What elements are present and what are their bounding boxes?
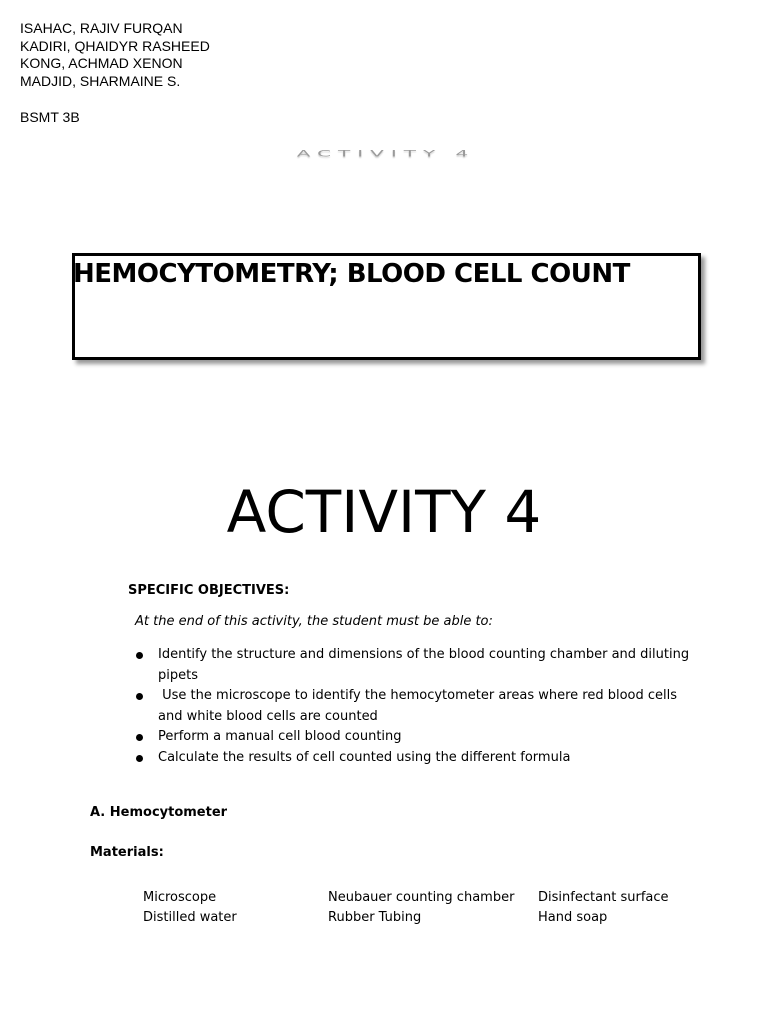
bullet-icon: [136, 652, 143, 659]
wordart-heading: ACTIVITY 4: [296, 148, 476, 159]
material-item: Disinfectant surface: [538, 890, 669, 905]
material-item: Rubber Tubing: [328, 910, 422, 925]
material-item: Hand soap: [538, 910, 608, 925]
bullet-icon: [136, 734, 143, 741]
list-item: [132, 748, 692, 769]
author-name: KADIRI, QHAIDYR RASHEED: [20, 37, 210, 54]
objective-text: Use the microscope to identify the hemocytometer areas where red blood cells and white blood cells are counted: [158, 688, 682, 724]
author-name: ISAHAC, RAJIV FURQAN: [20, 20, 183, 36]
author-list: [20, 20, 210, 90]
title-box: [72, 253, 701, 360]
objective-text: Identify the structure and dimensions of the blood counting chamber and diluting pipets: [158, 647, 690, 683]
list-item: [132, 645, 692, 686]
objectives-list: [132, 645, 692, 768]
material-item: Microscope: [143, 890, 217, 905]
bullet-icon: [136, 755, 143, 762]
activity-heading: ACTIVITY 4: [226, 478, 542, 546]
list-item: [132, 686, 692, 727]
materials-heading: Materials:: [90, 845, 164, 860]
material-item: Distilled water: [143, 910, 237, 925]
document-title: HEMOCYTOMETRY; BLOOD CELL COUNT: [73, 259, 630, 289]
objective-text: Perform a manual cell blood counting: [158, 729, 402, 744]
bullet-icon: [136, 693, 143, 700]
author-name: MADJID, SHARMAINE S.: [20, 72, 181, 89]
list-item: [132, 727, 692, 748]
objectives-intro: At the end of this activity, the student must be able to:: [135, 614, 493, 629]
material-item: Neubauer counting chamber: [328, 890, 515, 905]
section-label: BSMT 3B: [20, 109, 80, 125]
author-name: KONG, ACHMAD XENON: [20, 55, 183, 71]
section-a-heading: A. Hemocytometer: [90, 805, 228, 820]
objective-text: Calculate the results of cell counted using the different formula: [158, 749, 571, 765]
objectives-heading: SPECIFIC OBJECTIVES:: [128, 583, 290, 598]
